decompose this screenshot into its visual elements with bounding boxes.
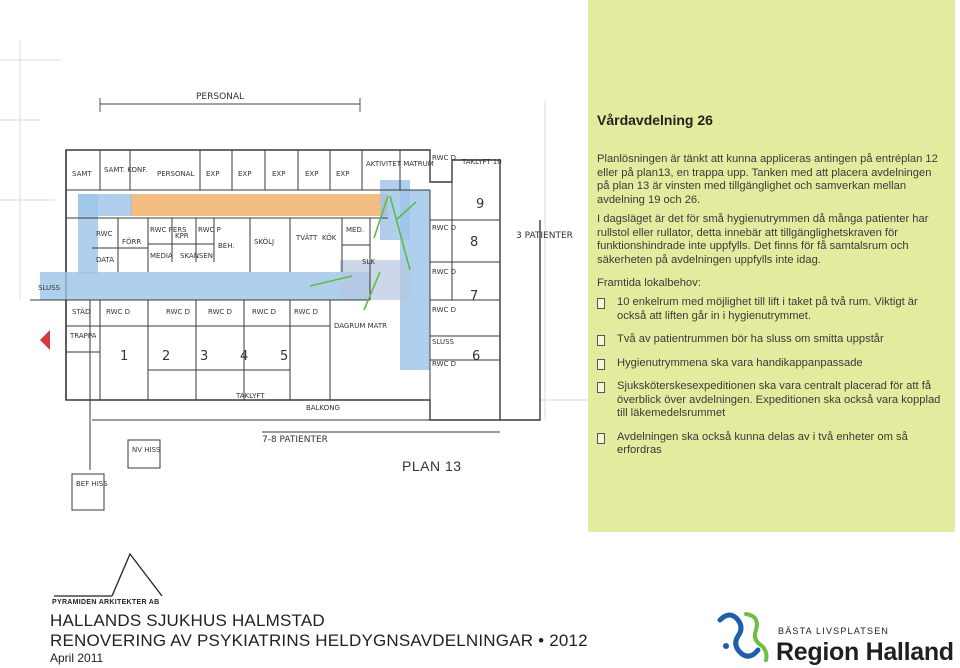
patient-room-7: 7: [470, 289, 479, 304]
need-item: [597, 431, 947, 458]
corridor-staff: [130, 194, 388, 216]
room-stad: STÄD: [72, 308, 91, 316]
checkbox-icon: [597, 298, 605, 309]
needs-heading: Framtida lokalbehov:: [597, 277, 701, 289]
intro-paragraph: Planlösningen är tänkt att kunna appliceras antingen på entréplan 12 eller på plan13, en trappa upp. Tanken med att placera avdelningen på plan 13 är vinsten med tillgänglighet och samverkan mellan avdelning 19 och 26.: [597, 153, 938, 206]
checkbox-icon: [597, 382, 605, 393]
room-rwc-mid: RWC: [96, 230, 113, 238]
region-halland-logo-icon: [716, 606, 772, 666]
room-trappa: TRAPPA: [70, 332, 97, 340]
room-skolj: SKÖLJ: [254, 238, 275, 246]
panel-title: Vårdavdelning 26: [597, 112, 713, 128]
patienter-3-label: 3 PATIENTER: [516, 231, 573, 241]
patient-room-6: 6: [472, 349, 481, 364]
room-med: MED.: [346, 226, 365, 234]
floor-plan: [0, 0, 588, 540]
checkbox-icon: [597, 359, 605, 370]
taklyft-label: TAKLYFT: [236, 392, 265, 400]
room-rwc-r4: RWC D: [432, 360, 457, 368]
need-text: Två av patientrummen bör ha sluss om smitta uppstår: [617, 333, 884, 345]
room-rwc-r2: RWC D: [432, 268, 457, 276]
room-slk: SLK: [362, 258, 375, 266]
bef-hiss-label: BEF HISS: [76, 480, 108, 488]
pyramiden-logo: [52, 552, 164, 598]
room-rwc-pers: RWC PERS: [150, 226, 187, 234]
corridor-patient: [40, 272, 370, 300]
architect-name: PYRAMIDEN ARKITEKTER AB: [52, 599, 160, 606]
room-personal: PERSONAL: [157, 170, 195, 178]
project-title: RENOVERING AV PSYKIATRINS HELDYGNSAVDELNINGAR • 2012: [50, 631, 588, 650]
patient-room-5: 5: [280, 349, 289, 364]
entrance-marker: [40, 330, 50, 350]
patient-room-3: 3: [200, 349, 209, 364]
need-item: [597, 380, 947, 421]
room-beh: BEH.: [218, 242, 235, 250]
need-item: [597, 333, 947, 347]
room-rwc-b4: RWC D: [252, 308, 277, 316]
room-taklyft: TAKLYFT 10: [462, 158, 502, 166]
room-media: MEDIA: [150, 252, 173, 260]
brand-tagline: BÄSTA LIVSPLATSEN: [778, 626, 890, 636]
needs-list: [597, 296, 947, 458]
brand-name: Region Halland: [776, 638, 954, 666]
patient-room-9: 9: [476, 197, 485, 212]
hospital-title: HALLANDS SJUKHUS HALMSTAD: [50, 611, 325, 630]
room-samt: SAMT: [72, 170, 92, 178]
room-rwc-p: RWC P: [198, 226, 221, 234]
need-text: Hygienutrymmena ska vara handikappanpassade: [617, 356, 863, 369]
room-sluss-right: SLUSS: [432, 338, 455, 346]
room-exp-5: EXP: [336, 170, 350, 178]
floor-plan-sketch: [0, 0, 588, 540]
document-date: April 2011: [50, 651, 104, 665]
room-kok: KÖK: [322, 234, 337, 242]
room-rwc-r3: RWC D: [432, 306, 457, 314]
room-skansen: SKANSEN: [180, 252, 214, 260]
room-exp-4: EXP: [305, 170, 319, 178]
room-data: DATA: [96, 256, 115, 264]
patient-room-4: 4: [240, 349, 249, 364]
balkong-label: BALKONG: [306, 404, 340, 412]
room-sluss-left: SLUSS: [38, 284, 61, 292]
current-state-paragraph: I dagsläget är det för små hygienutrymmen då många patienter har rullstol eller rullator, detta innebär att tillgänglighetskraven för funktionshindrade inte uppfylls. Det finns för få samtalsrum och säkerheten på avdelningen uppfylls inte idag.: [597, 213, 929, 266]
checkbox-icon: [597, 335, 605, 346]
description-panel: [588, 0, 955, 532]
room-rwc-r1: RWC D: [432, 224, 457, 232]
room-rwc-b2: RWC D: [166, 308, 191, 316]
room-exp-1: EXP: [206, 170, 220, 178]
need-item: [597, 296, 947, 323]
room-dagrum: DAGRUM MATR: [334, 322, 388, 330]
room-aktivitet: AKTIVITET MATRUM: [366, 160, 434, 168]
checkbox-icon: [597, 433, 605, 444]
patienter-78-label: 7-8 PATIENTER: [262, 435, 328, 445]
patient-room-2: 2: [162, 349, 171, 364]
personal-label: PERSONAL: [196, 92, 245, 102]
room-exp-2: EXP: [238, 170, 252, 178]
patient-room-8: 8: [470, 235, 479, 250]
need-text: 10 enkelrum med möjlighet till lift i taket på två rum. Viktigt är också att liften går in i hygienutrymmet.: [617, 296, 918, 322]
nv-hiss-label: NV HISS: [132, 446, 161, 454]
patient-room-1: 1: [120, 349, 129, 364]
room-rwc-b3: RWC D: [208, 308, 233, 316]
plan-label: PLAN 13: [402, 458, 462, 474]
room-exp-3: EXP: [272, 170, 286, 178]
need-text: Sjuksköterskesexpeditionen ska vara centralt placerad för att få överblick över avdelningen. Expeditionen ska också vara kopplad till läkemedelsrummet: [617, 380, 941, 419]
need-text: Avdelningen ska också kunna delas av i två enheter om så erfordras: [617, 430, 908, 456]
room-rwc-top: RWC D: [432, 154, 457, 162]
room-rwc-b1: RWC D: [106, 308, 131, 316]
room-samt-konf: SAMT. KONF.: [104, 166, 148, 174]
room-rwc-b5: RWC D: [294, 308, 319, 316]
need-item: [597, 357, 947, 371]
room-forr: FÖRR: [122, 238, 142, 246]
room-tvatt: TVÄTT: [296, 234, 318, 242]
room-kpr: KPR: [175, 232, 189, 240]
